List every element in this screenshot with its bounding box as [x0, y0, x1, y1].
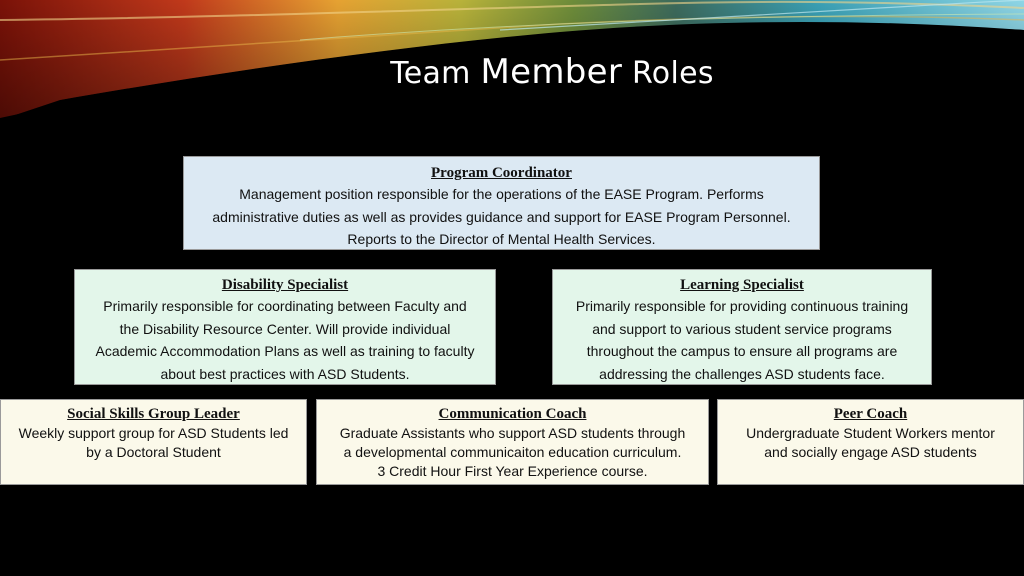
role-heading: Communication Coach — [438, 406, 587, 422]
role-description-line: Undergraduate Student Workers mentor — [746, 425, 995, 441]
program-coordinator-box — [183, 156, 820, 250]
title-part-3: Roles — [622, 56, 714, 91]
title-part-2: Member — [480, 52, 623, 92]
role-description-line: throughout the campus to ensure all programs are — [586, 343, 898, 359]
role-description-line: and socially engage ASD students — [764, 444, 977, 460]
role-description-line: Primarily responsible for providing continuous training — [575, 298, 909, 314]
role-description-line: addressing the challenges ASD students face. — [599, 365, 885, 382]
role-description-line: Management position responsible for the operations of the EASE Program. Performs — [239, 186, 764, 202]
role-description-line: 3 Credit Hour First Year Experience course. — [377, 463, 648, 479]
role-description-line: the Disability Resource Center. Will provide individual — [119, 320, 451, 337]
learning-specialist-box — [552, 269, 932, 385]
peer-coach-box — [717, 399, 1024, 485]
role-description-line: administrative duties as well as provides guidance and support for EASE Program Personnel. — [212, 208, 791, 225]
role-description-line: Weekly support group for ASD Students led — [18, 425, 289, 441]
role-description-line: about best practices with ASD Students. — [160, 365, 410, 382]
disability-specialist-box — [74, 269, 496, 385]
role-description-line: Primarily responsible for coordinating between Faculty and — [103, 298, 467, 314]
role-description-line: Graduate Assistants who support ASD students through — [339, 425, 686, 441]
role-heading: Social Skills Group Leader — [67, 406, 240, 422]
title-part-1: Team — [390, 56, 481, 91]
role-heading: Peer Coach — [833, 406, 908, 422]
communication-coach-box — [316, 399, 709, 485]
social-skills-group-leader-box — [0, 399, 307, 485]
role-description-line: Reports to the Director of Mental Health Services. — [347, 231, 656, 247]
role-description-line: by a Doctoral Student — [86, 444, 221, 460]
slide-title — [0, 52, 1024, 92]
role-description-line: a developmental communicaiton education curriculum. — [343, 444, 682, 460]
role-heading: Disability Specialist — [221, 277, 349, 293]
role-description-line: Academic Accommodation Plans as well as training to faculty — [95, 343, 475, 359]
role-heading: Learning Specialist — [680, 277, 804, 293]
role-description-line: and support to various student service programs — [592, 320, 892, 337]
role-heading: Program Coordinator — [431, 165, 572, 181]
